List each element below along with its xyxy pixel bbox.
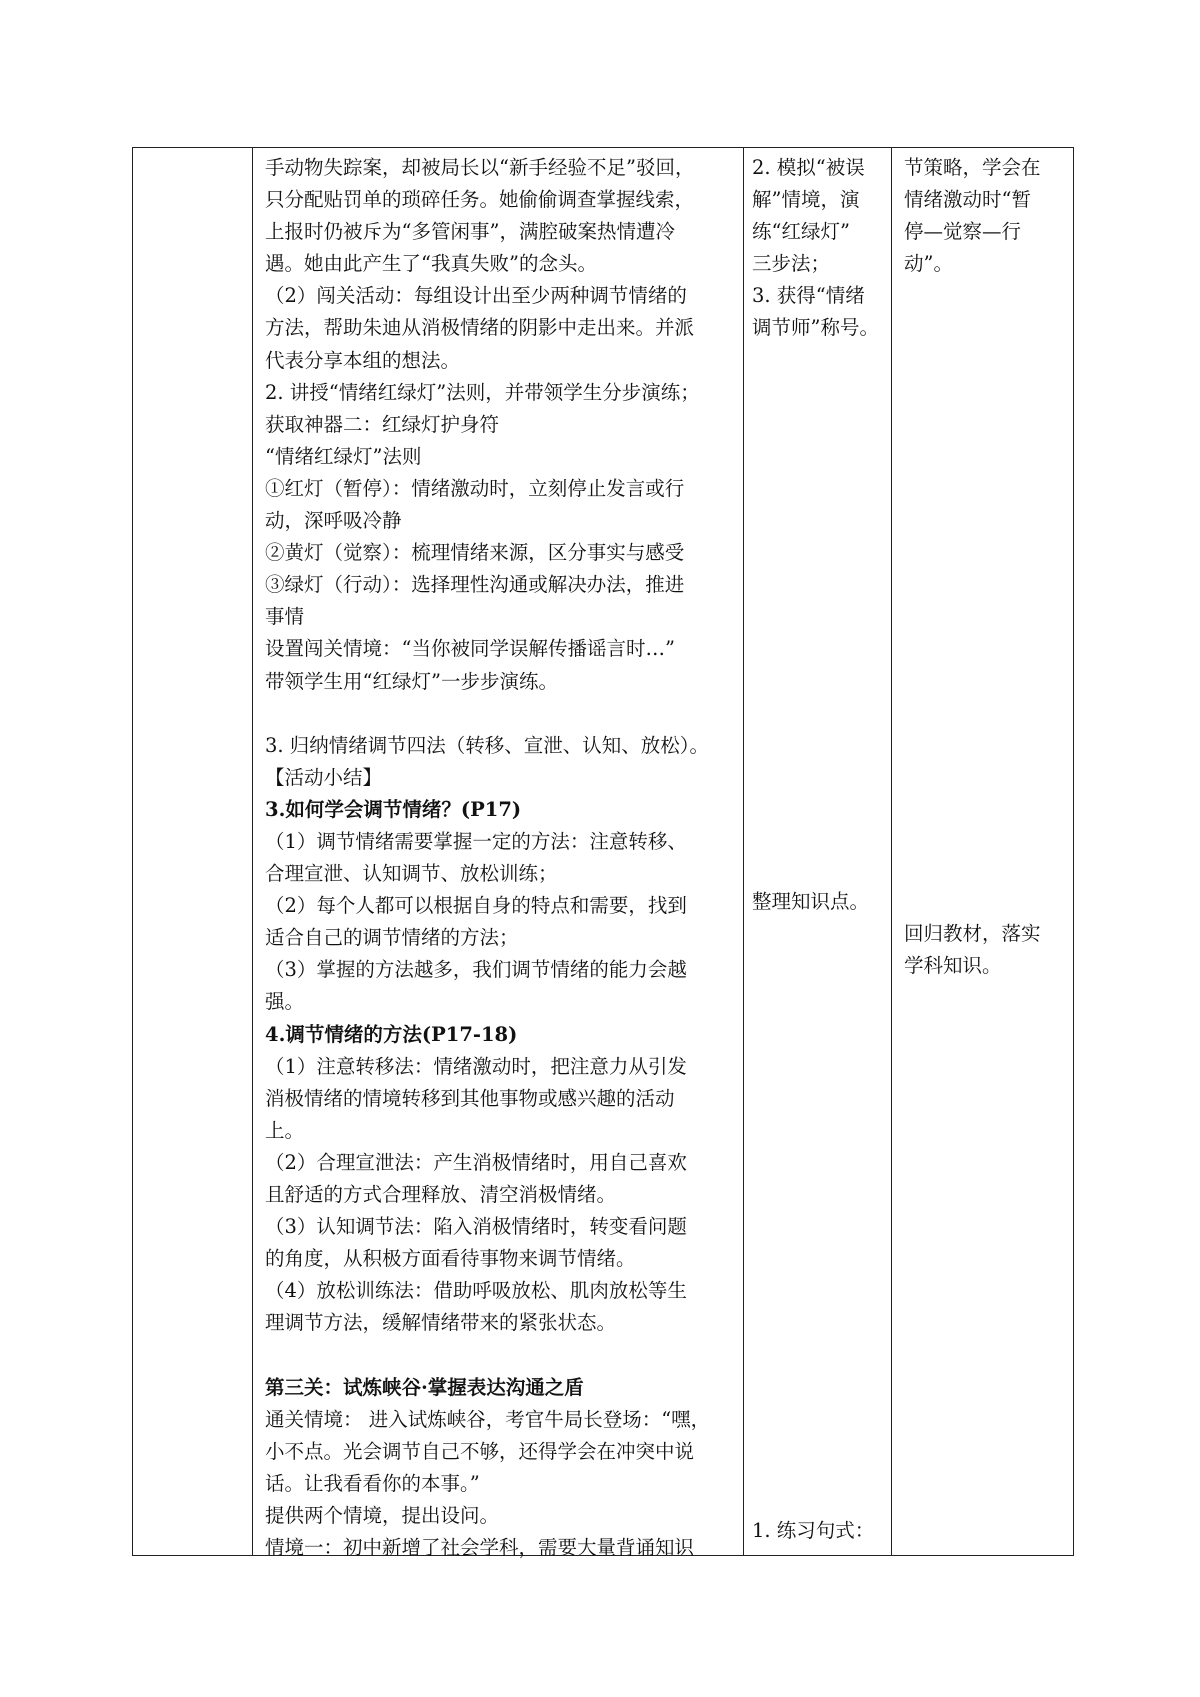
text-line: （3）掌握的方法越多，我们调节情绪的能力会越 — [265, 958, 687, 982]
blank-line — [265, 698, 735, 730]
text-line: 4.调节情绪的方法(P17-18) — [265, 1022, 518, 1046]
text-line: 情境一：初中新增了社会学科，需要大量背诵知识 — [265, 1536, 695, 1560]
text-line: 手动物失踪案，却被局长以“新手经验不足”驳回， — [265, 156, 695, 179]
design-intent-text — [892, 148, 1073, 1555]
student-activity-exercise: 1. 练习句式： — [752, 1519, 875, 1542]
text-line: 解”情境，演 — [752, 188, 860, 212]
text-line: 带领学生用“红绿灯”一步步演练。 — [265, 669, 558, 693]
text-line: 2. 讲授“情绪红绿灯”法则，并带领学生分步演练； — [265, 380, 700, 404]
text-line: 提供两个情境，提出设问。 — [265, 1503, 500, 1527]
text-line: 获取神器二：红绿灯护身符 — [265, 412, 500, 436]
text-line: 且舒适的方式合理释放、清空消极情绪。 — [265, 1183, 617, 1206]
text-line: 练“红绿灯” — [752, 220, 850, 244]
text-line: （1）调节情绪需要掌握一定的方法：注意转移、 — [265, 829, 687, 853]
text-line: 动”。 — [904, 252, 953, 276]
text-line: 情绪激动时“暂 — [904, 188, 1031, 212]
text-line: 设置闯关情境：“当你被同学误解传播谣言时…” — [265, 637, 675, 661]
text-line: 消极情绪的情境转移到其他事物或感兴趣的活动 — [265, 1086, 675, 1110]
lesson-plan-table — [132, 147, 1074, 1560]
text-line: 话。让我看看你的本事。” — [265, 1471, 480, 1495]
text-line: 只分配贴罚单的琐碎任务。她偷偷调查掌握线索， — [265, 188, 695, 212]
text-line: 遇。她由此产生了“我真失败”的念头。 — [265, 252, 597, 276]
text-line: 方法，帮助朱迪从消极情绪的阴影中走出来。并派 — [265, 316, 695, 340]
teacher-activity-text — [253, 148, 743, 1560]
text-line: （4）放松训练法：借助呼吸放松、肌肉放松等生 — [265, 1279, 687, 1303]
text-line: 上报时仍被斥为“多管闲事”，满腔破案热情遭冷 — [265, 220, 675, 244]
text-line: 上。 — [265, 1118, 305, 1142]
design-intent-cell — [892, 148, 1074, 1556]
text-line: 调节师”称号。 — [752, 316, 879, 340]
blank-line — [265, 1339, 735, 1371]
text-line: ②黄灯（觉察）：梳理情绪来源，区分事实与感受 — [265, 541, 685, 565]
text-line: 强。 — [265, 990, 305, 1014]
text-line: （1）注意转移法：情绪激动时，把注意力从引发 — [265, 1054, 687, 1078]
text-line: 节策略，学会在 — [904, 156, 1041, 179]
text-line: 小不点。光会调节自己不够，还得学会在冲突中说 — [265, 1439, 695, 1463]
text-line: 停—觉察—行 — [904, 220, 1022, 244]
text-line: 合理宣泄、认知调节、放松训练； — [265, 862, 558, 886]
text-line: 2. 模拟“被误 — [752, 156, 865, 179]
student-activity-summary: 整理知识点。 — [752, 890, 870, 913]
text-line: 【活动小结】 — [265, 765, 383, 789]
text-line: （2）每个人都可以根据自身的特点和需要，找到 — [265, 894, 687, 918]
student-activity-text — [744, 148, 891, 1555]
empty-first-column-cell — [133, 148, 253, 1556]
text-line: （2）合理宣泄法：产生消极情绪时，用自己喜欢 — [265, 1150, 687, 1174]
table-row — [133, 148, 1074, 1556]
text-line: 第三关：试炼峡谷·掌握表达沟通之盾 — [265, 1375, 584, 1399]
student-activity-cell — [744, 148, 892, 1556]
text-line: 的角度，从积极方面看待事物来调节情绪。 — [265, 1247, 636, 1271]
text-line: 学科知识。 — [904, 954, 1002, 978]
text-line: 通关情境： 进入试炼峡谷，考官牛局长登场：“嘿， — [265, 1407, 711, 1431]
text-line: 理调节方法，缓解情绪带来的紧张状态。 — [265, 1311, 617, 1335]
text-line: （3）认知调节法：陷入消极情绪时，转变看问题 — [265, 1215, 687, 1239]
text-line: “情绪红绿灯”法则 — [265, 444, 422, 468]
text-line: 3. 归纳情绪调节四法（转移、宣泄、认知、放松）。 — [265, 733, 710, 757]
text-line: 动，深呼吸冷静 — [265, 509, 402, 533]
text-line: 回归教材，落实 — [904, 922, 1041, 945]
teacher-activity-cell — [253, 148, 744, 1560]
text-line: （2）闯关活动：每组设计出至少两种调节情绪的 — [265, 284, 687, 308]
text-line: 3. 获得“情绪 — [752, 284, 865, 308]
text-line: ③绿灯（行动）：选择理性沟通或解决办法，推进 — [265, 573, 685, 597]
text-line: 代表分享本组的想法。 — [265, 348, 461, 372]
text-line: 3.如何学会调节情绪？(P17) — [265, 797, 522, 821]
text-line: ①红灯（暂停）：情绪激动时，立刻停止发言或行 — [265, 476, 685, 500]
text-line: 三步法； — [752, 252, 831, 276]
text-line: 事情 — [265, 605, 305, 629]
text-line: 适合自己的调节情绪的方法； — [265, 926, 519, 950]
